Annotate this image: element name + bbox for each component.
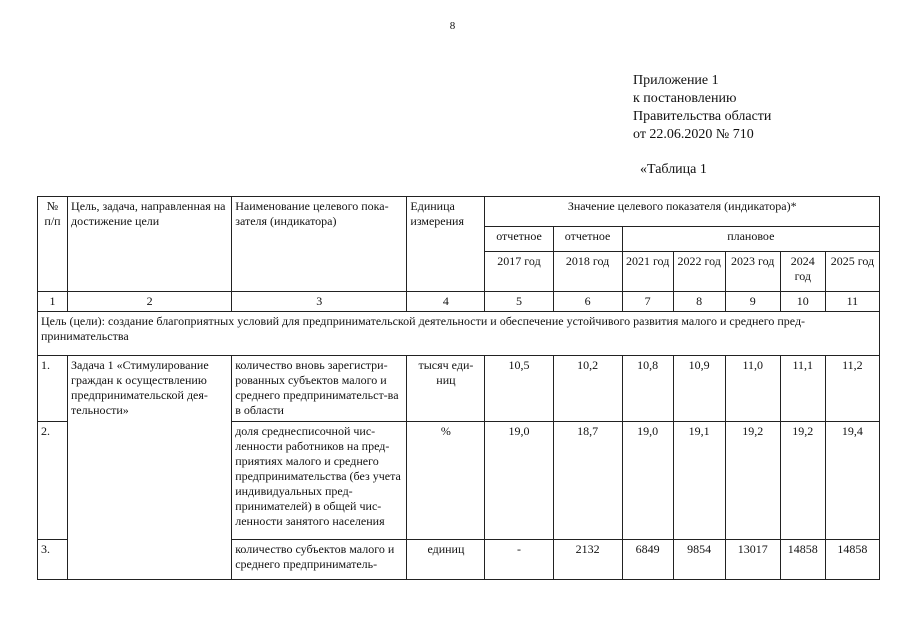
unit-cell: % [407, 422, 485, 540]
value-cell: 14858 [780, 540, 825, 580]
value-cell: 19,0 [622, 422, 673, 540]
header-reported: отчетное [553, 227, 622, 252]
indicator-name: количество вновь зарегистри-рованных субъектов малого и среднего предпринимательст-ва в области [232, 356, 407, 422]
header-goal: Цель, задача, направленная на достижение цели [68, 197, 232, 292]
appendix-line: Приложение 1 [633, 73, 719, 88]
header-num: № п/п [38, 197, 68, 292]
header-year: 2023 год [725, 252, 780, 292]
column-number: 2 [68, 292, 232, 312]
column-number: 10 [780, 292, 825, 312]
column-number: 7 [622, 292, 673, 312]
value-cell: 11,1 [780, 356, 825, 422]
value-cell: 13017 [725, 540, 780, 580]
goal-row: Цель (цели): создание благоприятных условий для предпринимательской деятельности и обеспечение устойчивого развития малого и среднего пред-принимательства [38, 312, 880, 356]
column-number: 1 [38, 292, 68, 312]
value-cell: 19,4 [825, 422, 879, 540]
value-cell: - [485, 540, 553, 580]
header-unit: Единица измерения [407, 197, 485, 292]
appendix-line: к постановлению [633, 91, 737, 106]
value-cell: 19,2 [725, 422, 780, 540]
appendix-line: от 22.06.2020 № 710 [633, 127, 754, 142]
indicator-name: доля среднесписочной чис-ленности работников на пред-приятиях малого и среднего предпринимательства (без учета индивидуальных пред-принимателей) в общей чис-ленности занятого населения [232, 422, 407, 540]
header-year: 2022 год [673, 252, 725, 292]
value-cell: 14858 [825, 540, 879, 580]
header-year: 2021 год [622, 252, 673, 292]
column-number: 11 [825, 292, 879, 312]
appendix-block [633, 72, 771, 144]
value-cell: 11,0 [725, 356, 780, 422]
row-number: 2. [38, 422, 68, 540]
header-value-group: Значение целевого показателя (индикатора)* [485, 197, 880, 227]
indicator-name: количество субъектов малого и среднего предприниматель- [232, 540, 407, 580]
indicators-table [37, 196, 880, 580]
header-year: 2018 год [553, 252, 622, 292]
value-cell: 10,8 [622, 356, 673, 422]
header-planned: плановое [622, 227, 879, 252]
column-number: 4 [407, 292, 485, 312]
value-cell: 10,9 [673, 356, 725, 422]
value-cell: 10,5 [485, 356, 553, 422]
row-number: 3. [38, 540, 68, 580]
value-cell: 2132 [553, 540, 622, 580]
value-cell: 19,2 [780, 422, 825, 540]
value-cell: 6849 [622, 540, 673, 580]
value-cell: 19,1 [673, 422, 725, 540]
row-number: 1. [38, 356, 68, 422]
value-cell: 18,7 [553, 422, 622, 540]
unit-cell: единиц [407, 540, 485, 580]
column-number: 8 [673, 292, 725, 312]
value-cell: 19,0 [485, 422, 553, 540]
value-cell: 11,2 [825, 356, 879, 422]
header-year: 2024 год [780, 252, 825, 292]
column-number: 3 [232, 292, 407, 312]
appendix-line: Правительства области [633, 109, 772, 124]
column-number: 6 [553, 292, 622, 312]
table-caption: «Таблица 1 [640, 162, 707, 177]
page-number: 8 [449, 20, 456, 32]
header-indicator: Наименование целевого пока-зателя (индикатора) [232, 197, 407, 292]
task-cell: Задача 1 «Стимулирование граждан к осуществлению предпринимательской дея-тельности» [68, 356, 232, 580]
header-year: 2017 год [485, 252, 553, 292]
header-reported: отчетное [485, 227, 553, 252]
column-number: 5 [485, 292, 553, 312]
column-number: 9 [725, 292, 780, 312]
value-cell: 10,2 [553, 356, 622, 422]
value-cell: 9854 [673, 540, 725, 580]
header-year: 2025 год [825, 252, 879, 292]
unit-cell: тысяч еди-ниц [407, 356, 485, 422]
